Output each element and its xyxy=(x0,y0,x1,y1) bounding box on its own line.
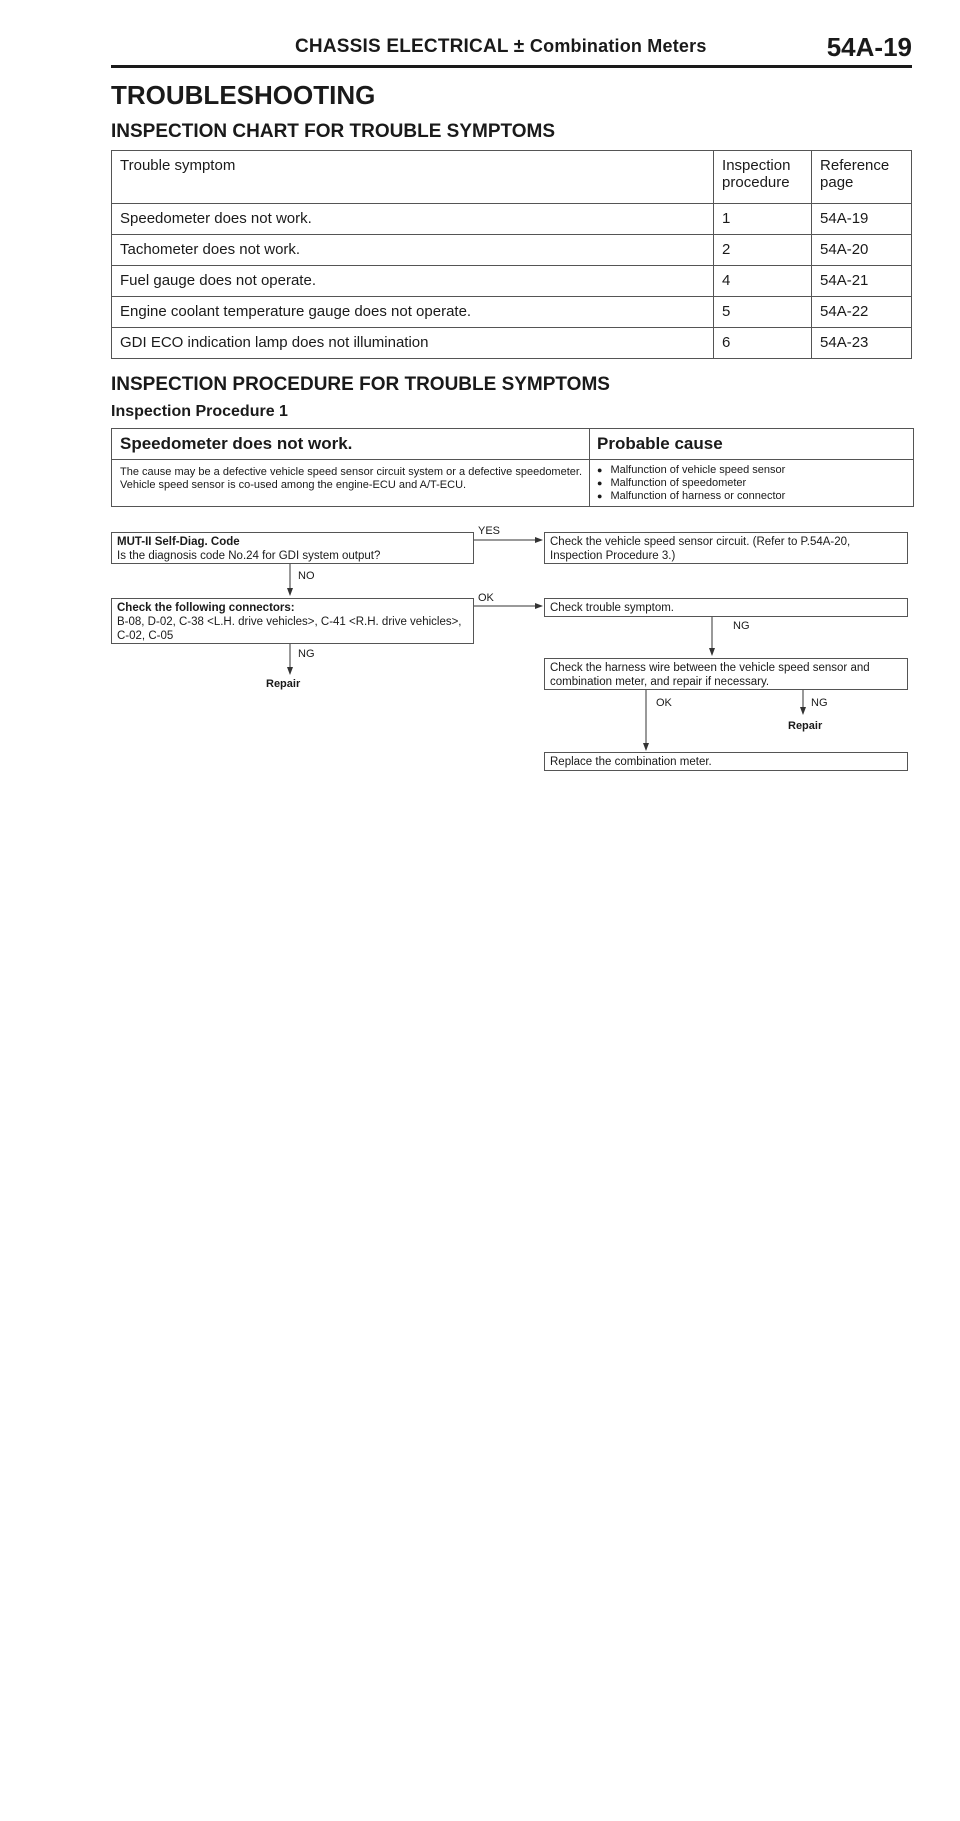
list-item: ● Malfunction of vehicle speed sensor xyxy=(597,464,785,477)
connectors-title: Check the following connectors: xyxy=(117,602,295,614)
cell-page: 54A-19 xyxy=(812,204,912,235)
heading-procedure-1: Inspection Procedure 1 xyxy=(111,403,288,420)
label-ok-2: OK xyxy=(656,697,672,709)
cell-procedure: 6 xyxy=(714,328,812,359)
cause-symptom-title: Speedometer does not work. xyxy=(120,434,353,453)
label-ng-3: NG xyxy=(811,697,828,709)
flow-box-replace-meter xyxy=(544,752,908,771)
list-item: ● Malfunction of speedometer xyxy=(597,477,785,490)
col-header-page-l2: page xyxy=(820,174,854,191)
cell-procedure: 4 xyxy=(714,266,812,297)
connectors-list: B-08, D-02, C-38 <L.H. drive vehicles>, C-41 <R.H. drive vehicles>, C-02, C-05 xyxy=(117,616,462,642)
header-section: CHASSIS ELECTRICAL ± xyxy=(295,36,525,57)
heading-troubleshooting: TROUBLESHOOTING xyxy=(111,80,376,110)
cell-page: 54A-21 xyxy=(812,266,912,297)
cell-page: 54A-23 xyxy=(812,328,912,359)
header-subtitle: Combination Meters xyxy=(529,36,707,56)
col-header-procedure-l2: procedure xyxy=(722,174,790,191)
cause-header: Probable cause xyxy=(597,434,723,453)
cell-symptom: GDI ECO indication lamp does not illumination xyxy=(112,328,714,359)
col-header-page-l1: Reference xyxy=(820,157,890,174)
label-ng-1: NG xyxy=(298,648,315,660)
speed-sensor-text: Check the vehicle speed sensor circuit. (Refer to P.54A-20, Inspection Procedure 3.) xyxy=(550,536,851,562)
list-item: ● Malfunction of harness or connector xyxy=(597,490,785,503)
flow-box-connectors xyxy=(111,598,474,644)
check-trouble-text: Check trouble symptom. xyxy=(550,602,674,614)
page-number: 54A-19 xyxy=(826,32,912,62)
cell-page: 54A-22 xyxy=(812,297,912,328)
cell-symptom: Engine coolant temperature gauge does not operate. xyxy=(112,297,714,328)
harness-text: Check the harness wire between the vehicle speed sensor and combination meter, and repair if necessary. xyxy=(550,662,870,688)
label-ng-2: NG xyxy=(733,620,750,632)
cell-procedure: 5 xyxy=(714,297,812,328)
label-repair-1: Repair xyxy=(266,678,301,690)
cell-symptom: Fuel gauge does not operate. xyxy=(112,266,714,297)
flow-box-harness xyxy=(544,658,908,690)
cell-procedure: 1 xyxy=(714,204,812,235)
cause-description: The cause may be a defective vehicle speed sensor circuit system or a defective speedometer. Vehicle speed sensor is co-used among the engine-ECU and A/T-ECU. xyxy=(120,466,582,491)
cell-procedure: 2 xyxy=(714,235,812,266)
flow-box-self-diag xyxy=(111,532,474,564)
replace-meter-text: Replace the combination meter. xyxy=(550,756,712,768)
col-header-symptom: Trouble symptom xyxy=(112,151,714,204)
col-header-procedure-l1: Inspection xyxy=(722,157,791,174)
label-yes: YES xyxy=(478,525,501,537)
cell-symptom: Tachometer does not work. xyxy=(112,235,714,266)
label-no: NO xyxy=(298,570,315,582)
self-diag-title: MUT-II Self-Diag. Code xyxy=(117,536,240,548)
cell-symptom: Speedometer does not work. xyxy=(112,204,714,235)
heading-inspection-chart: INSPECTION CHART FOR TROUBLE SYMPTOMS xyxy=(111,121,556,142)
label-repair-2: Repair xyxy=(788,720,823,732)
label-ok-1: OK xyxy=(478,592,494,604)
flow-box-speed-sensor xyxy=(544,532,908,564)
self-diag-question: Is the diagnosis code No.24 for GDI system output? xyxy=(117,550,381,562)
cell-page: 54A-20 xyxy=(812,235,912,266)
flow-box-check-trouble xyxy=(544,598,908,617)
heading-inspection-procedure: INSPECTION PROCEDURE FOR TROUBLE SYMPTOMS xyxy=(111,374,610,395)
